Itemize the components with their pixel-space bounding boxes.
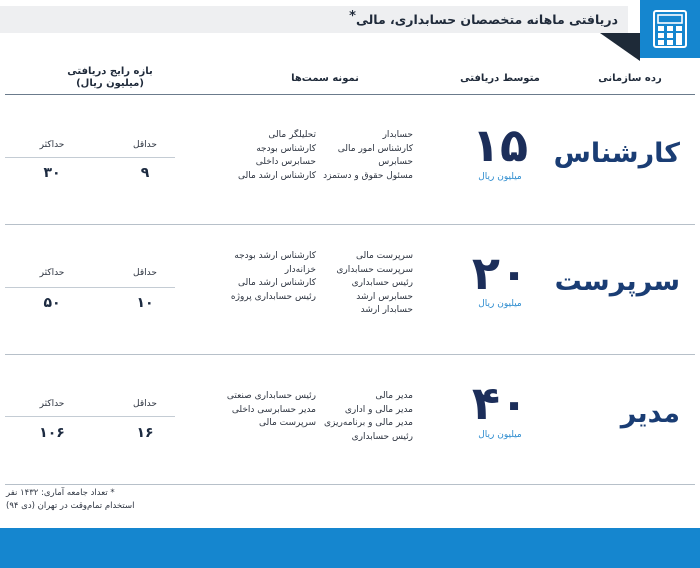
calculator-icon [653,10,687,48]
footnote-line-2: استخدام تمام‌وقت در تهران (دی ۹۴) [6,501,135,511]
range-min-value: ۹ [140,165,150,181]
range-divider [5,416,175,417]
range-min-label: حداقل [133,140,157,150]
range-max-value: ۳۰ [43,165,61,181]
column-header-level: رده سازمانی [598,73,662,84]
roles-list-a: حسابدار کارشناس امور مالی حسابرس مسئول حقوق و دستمزد [323,130,413,181]
header-wedge [600,33,640,61]
roles-list-a: مدیر مالی مدیر مالی و اداری مدیر مالی و برنامه‌ریزی رئیس حسابداری [324,391,413,442]
column-header-roles: نمونه سمت‌ها [291,73,359,84]
roles-list-b: رئیس حسابداری صنعتی مدیر حسابرسی داخلی سرپرست مالی [226,391,316,428]
level-title: سرپرست [554,266,680,297]
footnote-divider [5,484,695,485]
header-divider [5,94,695,95]
column-header-range-unit: (میلیون ریال) [76,78,144,89]
bottom-bar [0,528,700,568]
range-divider [5,287,175,288]
avg-salary-value: ۴۰ [471,376,529,430]
range-max-value: ۵۰ [43,295,61,311]
page-title: دریافتی ماهانه متخصصان حسابداری، مالی* [349,9,618,27]
level-title: مدیر [620,398,680,429]
range-min-label: حداقل [133,268,157,278]
avg-salary-unit: میلیون ریال [478,172,522,182]
range-min-label: حداقل [133,399,157,409]
roles-list-b: کارشناس ارشد بودجه خزانه‌دار کارشناس ارشد مالی رئیس حسابداری پروژه [230,251,316,302]
roles-list-a: سرپرست مالی سرپرست حسابداری رئیس حسابداری حسابرس ارشد حسابدار ارشد [336,251,413,315]
title-footnote-mark: * [349,9,356,24]
range-min-value: ۱۶ [136,425,154,441]
range-max-label: حداکثر [39,268,65,278]
column-header-avg: متوسط دریافتی [460,73,540,84]
roles-list-b: تحلیلگر مالی کارشناس بودجه حسابرس داخلی کارشناس ارشد مالی [238,130,316,181]
range-max-value: ۱۰۶ [39,425,65,441]
column-header-range: بازه رایج دریافتی (میلیون ریال) [40,66,180,90]
range-divider [5,157,175,158]
header-icon-box [640,0,700,58]
range-min-value: ۱۰ [136,295,154,311]
row-divider [5,354,695,355]
avg-salary-value: ۲۰ [471,246,529,300]
row-divider [5,224,695,225]
avg-salary-value: ۱۵ [471,118,529,172]
level-title: کارشناس [553,138,680,169]
footnote-line-1: * تعداد جامعه آماری: ۱۴۳۲ نفر [6,488,115,498]
avg-salary-unit: میلیون ریال [478,430,522,440]
range-max-label: حداکثر [39,399,65,409]
range-max-label: حداکثر [39,140,65,150]
avg-salary-unit: میلیون ریال [478,299,522,309]
